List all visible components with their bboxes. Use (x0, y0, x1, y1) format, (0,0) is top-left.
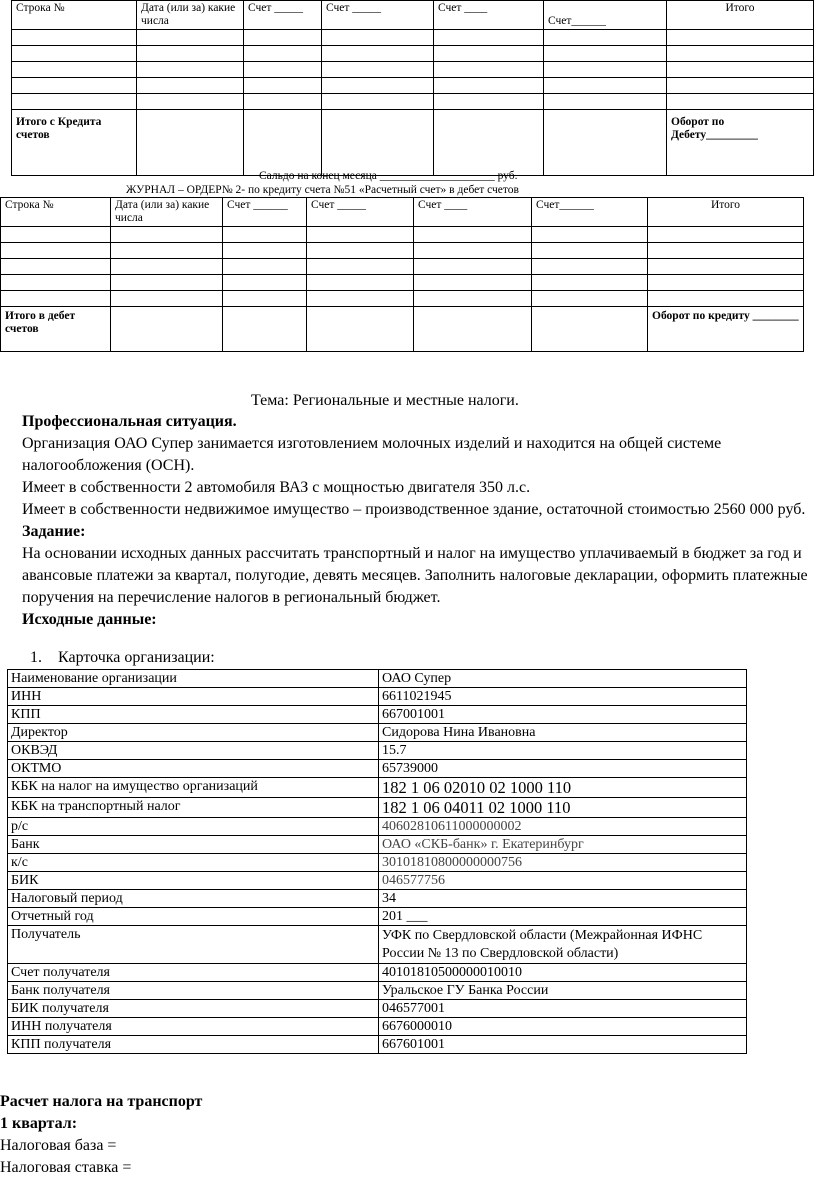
situation-paragraph: Имеет в собственности недвижимое имущество – производственное здание, остаточной стоимостью 2560 000 руб. (22, 501, 806, 518)
ledger-table-credit (0, 197, 804, 352)
list-item-label: Карточка организации: (58, 649, 215, 666)
ledger-table-debit (11, 0, 814, 176)
situation-paragraph: Организация ОАО Супер занимается изготовлением молочных изделий и находится на общей системе налогообложения (ОСН). (22, 435, 722, 474)
topic-title: Тема: Региональные и местные налоги. (251, 392, 519, 409)
card-label: ИНН получателя (8, 1018, 379, 1036)
card-value: 046577001 (379, 1000, 747, 1018)
task-heading: Задание: (22, 523, 86, 540)
table-row (12, 78, 814, 94)
table-row (8, 818, 747, 836)
card-label: КБК на налог на имущество организаций (8, 778, 379, 798)
col-header-account-4: Счет______ (532, 198, 648, 227)
table-row (12, 94, 814, 110)
card-value: 40101810500000010010 (379, 964, 747, 982)
col-header-account-1: Счет _____ (244, 1, 322, 30)
table-row (8, 724, 747, 742)
card-label: Банк получателя (8, 982, 379, 1000)
card-label: Отчетный год (8, 908, 379, 926)
col-header-row-no: Строка № (1, 198, 111, 227)
card-value: Уральское ГУ Банка России (379, 982, 747, 1000)
card-value: УФК по Свердловской области (Межрайонная ИФНС России № 13 по Свердловской области) (379, 926, 747, 964)
tax-rate-line: Налоговая ставка = (0, 1159, 132, 1176)
card-value: 40602810611000000002 (379, 818, 747, 836)
table-row (8, 926, 747, 964)
table-row (8, 964, 747, 982)
table-row (12, 46, 814, 62)
table-row (8, 706, 747, 724)
col-header-account-4: Счет______ (544, 1, 667, 30)
card-label: Налоговый период (8, 890, 379, 908)
col-header-row-no: Строка № (12, 1, 137, 30)
col-header-date: Дата (или за) какие числа (137, 1, 244, 30)
card-value: 182 1 06 02010 02 1000 110 (379, 778, 747, 798)
card-label: ОКВЭД (8, 742, 379, 760)
card-label: Получатель (8, 926, 379, 964)
table-row (8, 836, 747, 854)
card-value: 6676000010 (379, 1018, 747, 1036)
card-value: 201 ___ (379, 908, 747, 926)
card-value: ОАО Супер (379, 670, 747, 688)
table-row (1, 227, 804, 243)
card-label: ОКТМО (8, 760, 379, 778)
table-row (1, 291, 804, 307)
card-label: КПП получателя (8, 1036, 379, 1054)
card-value: 65739000 (379, 760, 747, 778)
card-value: ОАО «СКБ-банк» г. Екатеринбург (379, 836, 747, 854)
col-header-total: Итого (667, 1, 814, 30)
saldo-line: Сальдо на конец месяца ____________________ руб. (259, 170, 518, 182)
card-value: 15.7 (379, 742, 747, 760)
table-row (8, 670, 747, 688)
col-header-account-2: Счет _____ (322, 1, 434, 30)
source-heading: Исходные данные: (22, 611, 157, 628)
situation-paragraph: Имеет в собственности 2 автомобиля ВАЗ с мощностью двигателя 350 л.с. (22, 479, 531, 496)
situation-heading: Профессиональная ситуация. (22, 413, 237, 430)
table-row (8, 854, 747, 872)
card-label: Банк (8, 836, 379, 854)
card-value: Сидорова Нина Ивановна (379, 724, 747, 742)
table-row (12, 30, 814, 46)
col-header-account-1: Счет ______ (223, 198, 307, 227)
table-row (8, 688, 747, 706)
card-label: ИНН (8, 688, 379, 706)
total-credit-label: Итого с Кредита счетов (12, 110, 137, 176)
card-label: БИК получателя (8, 1000, 379, 1018)
card-value: 6611021945 (379, 688, 747, 706)
col-header-account-2: Счет _____ (307, 198, 414, 227)
col-header-date: Дата (или за) какие числа (111, 198, 223, 227)
card-label: БИК (8, 872, 379, 890)
calc-heading: Расчет налога на транспорт (0, 1093, 203, 1110)
org-card-table (7, 669, 747, 1054)
calc-section (0, 1091, 202, 1179)
table-row (8, 798, 747, 818)
table-row (8, 1018, 747, 1036)
col-header-total: Итого (648, 198, 804, 227)
card-value: 046577756 (379, 872, 747, 890)
table-row (1, 259, 804, 275)
card-value: 667001001 (379, 706, 747, 724)
table-row (8, 742, 747, 760)
card-label: к/с (8, 854, 379, 872)
card-label: Счет получателя (8, 964, 379, 982)
situation-block (22, 411, 812, 631)
col-header-account-3: Счет ____ (414, 198, 532, 227)
list-item-org-card (30, 647, 215, 669)
col-header-account-3: Счет ____ (434, 1, 544, 30)
quarter-heading: 1 квартал: (0, 1115, 78, 1132)
card-label: Директор (8, 724, 379, 742)
card-value: 667601001 (379, 1036, 747, 1054)
list-number: 1. (30, 649, 42, 666)
table-row (8, 872, 747, 890)
table-row (8, 908, 747, 926)
card-label: р/с (8, 818, 379, 836)
card-label: КПП (8, 706, 379, 724)
table-row (12, 62, 814, 78)
table-row (8, 778, 747, 798)
table-row (1, 243, 804, 259)
table-row (1, 275, 804, 291)
total-debit-label: Итого в дебет счетов (1, 307, 111, 352)
turnover-debit-label: Оборот по Дебету_________ (667, 110, 814, 176)
card-value: 34 (379, 890, 747, 908)
card-label: КБК на транспортный налог (8, 798, 379, 818)
table-row (8, 890, 747, 908)
turnover-credit-label: Оборот по кредиту ________ (648, 307, 804, 352)
table-row (8, 982, 747, 1000)
card-value: 30101810800000000756 (379, 854, 747, 872)
table-row (8, 1036, 747, 1054)
task-text: На основании исходных данных рассчитать транспортный и налог на имущество уплачиваемый в бюджет за год и авансовые платежи за квартал, полугодие, девять месяцев. Заполнить налоговые декларации, оформить платежные поручения на перечисление налогов в региональный бюджет. (22, 545, 808, 606)
table-row (8, 760, 747, 778)
card-value: 182 1 06 04011 02 1000 110 (379, 798, 747, 818)
tax-base-line: Налоговая база = (0, 1137, 117, 1154)
card-label: Наименование организации (8, 670, 379, 688)
table-row (8, 1000, 747, 1018)
journal-title: ЖУРНАЛ – ОРДЕР№ 2- по кредиту счета №51 «Расчетный счет» в дебет счетов (126, 184, 519, 196)
